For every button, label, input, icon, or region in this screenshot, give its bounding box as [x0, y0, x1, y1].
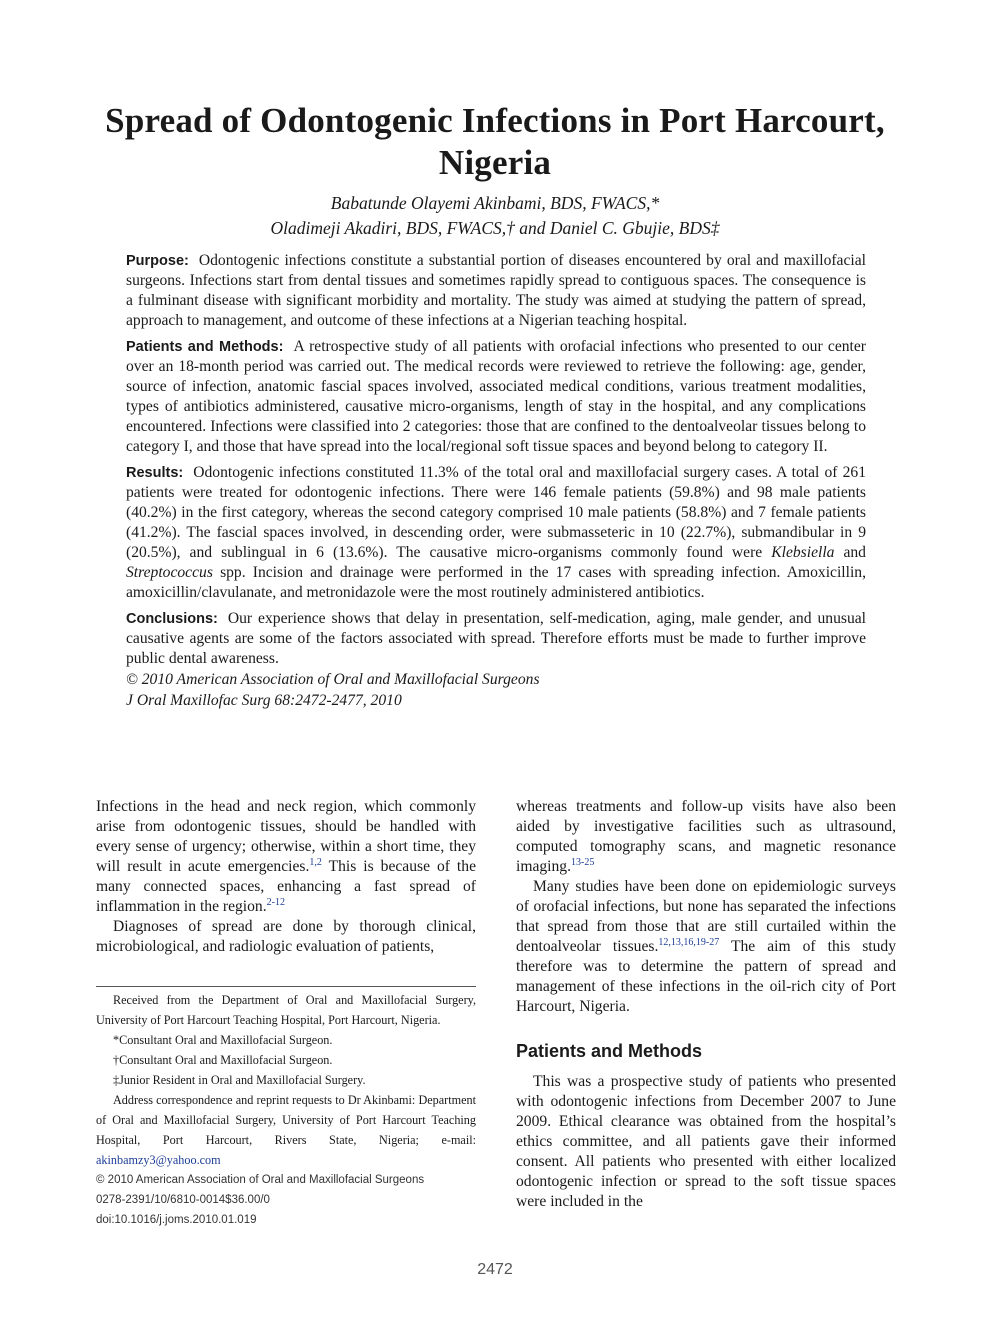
body-paragraph: Many studies have been done on epidemiologic surveys of orofacial infections, but none has separated the infections that spread from those that are still curtailed within the dentoalveolar tissues.$^{12,13,16,19-27}$ The aim of this study therefore was to determine the pattern of spread and management of these infections in the oil-rich city of Port Harcourt, Nigeria. — [516, 878, 896, 1015]
footnote-affiliation: ‡Junior Resident in Oral and Maxillofacial Surgery. — [113, 1073, 366, 1087]
organism-name: Streptococcus — [126, 564, 213, 581]
author-list — [100, 191, 890, 241]
abstract-conclusions: Conclusions: Our experience shows that delay in presentation, self-medication, aging, male gender, and unusual causative agents are some of the factors associated with spread. Therefore efforts must be made to further improve public dental awareness. — [126, 610, 866, 667]
abstract-results: Results: Odontogenic infections constituted 11.3% of the total oral and maxillofacial surgery cases. A total of 261 patients were treated for odontogenic infections. There were 146 female patients (59.8%) and 98 male patients (40.2%) in the first category, whereas the second category comprised 10 male patients (58.8%) and 7 female patients (41.2%). The fascial spaces involved, in descending order, were submasseteric in 10 (22.7%), submandibular in 9 (20.5%), and sublingual in 6 (13.6%). The causative micro-organisms commonly found were Klebsiella and Streptococcus spp. Incision and drainage were performed in the 17 cases with spreading infection. Amoxicillin, amoxicillin/clavulanate, and metronidazole were the most routinely administered antibiotics. — [126, 464, 866, 601]
journal-citation: J Oral Maxillofac Surg 68:2472-2477, 2010 — [126, 692, 402, 709]
footnote-received: Received from the Department of Oral and Maxillofacial Surgery, University of Port Harcourt Teaching Hospital, Port Harcourt, Nigeria. — [96, 993, 476, 1027]
author-line: Babatunde Olayemi Akinbami, BDS, FWACS,* — [330, 193, 660, 213]
abstract — [126, 251, 866, 711]
body-paragraph: Diagnoses of spread are done by thorough clinical, microbiological, and radiologic evaluation of patients, — [96, 918, 476, 955]
right-column — [516, 797, 896, 1212]
abstract-purpose: Purpose: Odontogenic infections constitute a substantial portion of diseases encountered by oral and maxillofacial surgeons. Infections start from dental tissues and sometimes rapidly spread to contiguous spaces. The consequence is a fulminant disease with significant morbidity and mortality. The study was aimed at studying the pattern of spread, approach to management, and outcome of these infections at a Nigerian teaching hospital. — [126, 252, 866, 329]
section-label: Results: — [126, 465, 184, 481]
reference-link[interactable]: 13-25 — [571, 856, 595, 868]
footnote-doi[interactable]: doi:10.1016/j.joms.2010.01.019 — [96, 1214, 257, 1226]
footnote-address: Address correspondence and reprint requests to Dr Akinbami: Department of Oral and Maxillofacial Surgery, University of Port Harcourt Teaching Hospital, Port Harcourt, Rivers State, Nigeria; e-mail: akinbamzy3@yahoo.com — [96, 1093, 476, 1167]
footnote-copyright: © 2010 American Association of Oral and Maxillofacial Surgeons — [96, 1174, 425, 1186]
body-paragraph: This was a prospective study of patients who presented with odontogenic infections from December 2007 to June 2009. Ethical clearance was obtained from the hospital’s ethics committee, and all patients gave their informed consent. All patients who presented with either localized odontogenic infection or spread to the soft tissue spaces were included in the — [516, 1073, 896, 1210]
footnote-affiliation: †Consultant Oral and Maxillofacial Surgeon. — [113, 1053, 333, 1067]
reference-link[interactable]: 2-12 — [266, 896, 285, 908]
organism-name: Klebsiella — [771, 544, 835, 561]
left-column — [96, 797, 476, 957]
section-heading: Patients and Methods — [516, 1041, 703, 1061]
footnotes — [96, 986, 476, 1230]
body-paragraph: whereas treatments and follow-up visits have also been aided by investigative facilities such as ultrasound, computed tomography scans, and magnetic resonance imaging.$^{13-25}$ — [516, 798, 896, 875]
page-number: 2472 — [477, 1261, 513, 1278]
section-label: Conclusions: — [126, 611, 218, 627]
body-paragraph: Infections in the head and neck region, which commonly arise from odontogenic tissues, should be handled with every sense of urgency; otherwise, within a short time, they will result in acute emergencies.$^{1,2}$ This is because of the many connected spaces, enhancing a fast spread of inflammation in the region.$^{2-12}$ — [96, 798, 476, 915]
abstract-copyright: © 2010 American Association of Oral and Maxillofacial Surgeons — [126, 671, 540, 688]
reference-link[interactable]: 12,13,16,19-27 — [658, 936, 720, 948]
email-link[interactable]: akinbamzy3@yahoo.com — [96, 1153, 221, 1167]
reference-link[interactable]: 1,2 — [309, 856, 322, 868]
footnote-issn: 0278-2391/10/6810-0014$36.00/0 — [96, 1194, 270, 1206]
abstract-methods: Patients and Methods: A retrospective study of all patients with orofacial infections who presented to our center over an 18-month period was carried out. The medical records were reviewed to retrieve the following: age, gender, source of infection, anatomic fascial spaces involved, associated medical conditions, various treatment modalities, types of antibiotics administered, causative micro-organisms, length of stay in the hospital, and any complications encountered. Infections were classified into 2 categories: those that are confined to the dentoalveolar tissues belong to category I, and those that have spread into the local/regional soft tissue spaces and beyond belong to category II. — [126, 338, 866, 455]
article-title: Spread of Odontogenic Infections in Port Harcourt, Nigeria — [105, 101, 885, 182]
section-label: Patients and Methods: — [126, 339, 284, 355]
footnote-affiliation: *Consultant Oral and Maxillofacial Surgeon. — [113, 1033, 333, 1047]
author-line: Oladimeji Akadiri, BDS, FWACS,† and Daniel C. Gbujie, BDS‡ — [270, 218, 720, 238]
section-label: Purpose: — [126, 253, 189, 269]
